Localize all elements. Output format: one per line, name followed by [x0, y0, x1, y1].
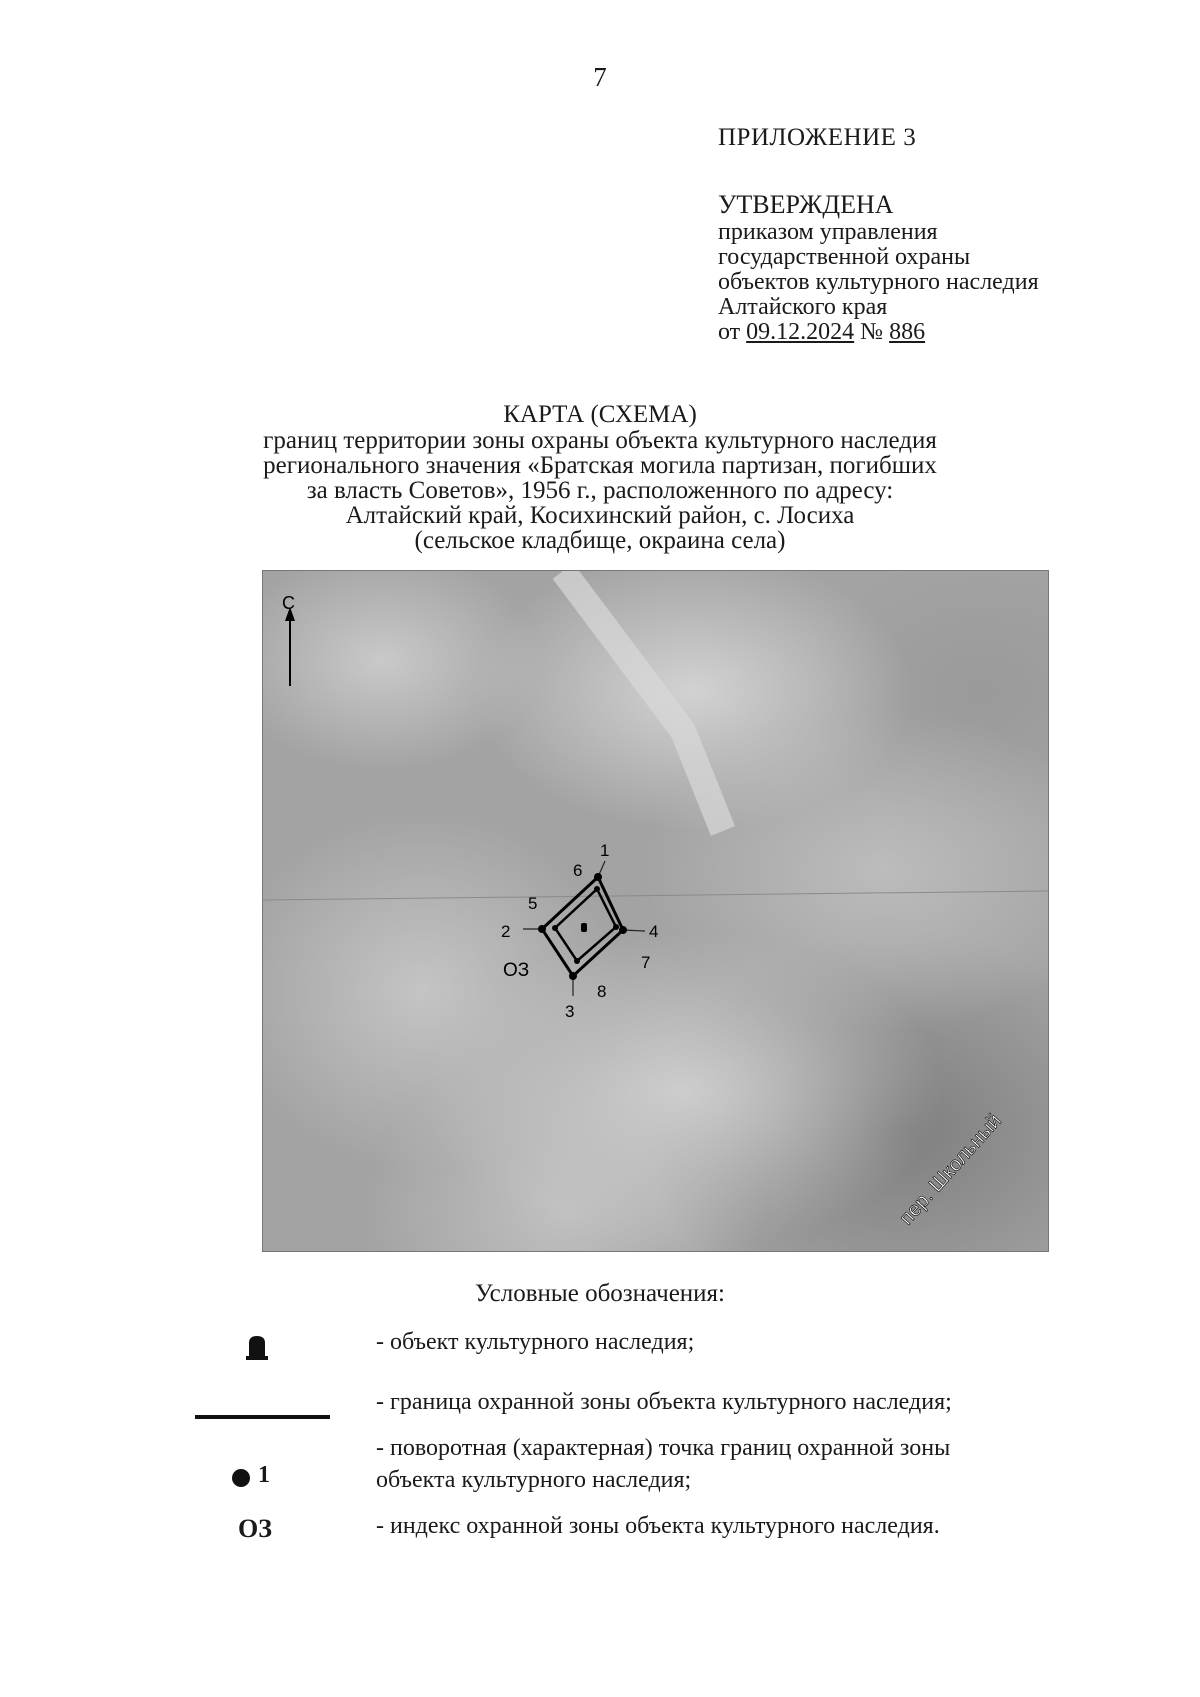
point-label: 5 [528, 894, 538, 913]
map-title [0, 402, 1200, 553]
approval-block [718, 220, 1039, 345]
legend-item-turning-point [376, 1432, 1076, 1496]
zone-index-symbol: ОЗ [238, 1514, 272, 1543]
date-prefix: от [718, 319, 741, 345]
legend-item-border: - граница охранной зоны объекта культурного наследия; [376, 1389, 952, 1415]
legend-item-monument: - объект культурного наследия; [376, 1329, 695, 1355]
point-label: 2 [501, 922, 511, 941]
street-label: пер. Школьный [895, 1109, 1006, 1230]
legend-item-zone-index: - индекс охранной зоны объекта культурного наследия. [376, 1513, 940, 1539]
legend-heading: Условные обозначения: [474, 1280, 726, 1307]
title-line: регионального значения «Братская могила партизан, погибших [263, 452, 937, 479]
turning-point-3 [569, 972, 577, 980]
title-line: (сельское кладбище, окраина села) [414, 527, 786, 554]
road-strip [563, 571, 723, 831]
title-line: КАРТА (СХЕМА) [503, 401, 697, 428]
dot-icon [232, 1469, 250, 1487]
approved-label: УТВЕРЖДЕНА [718, 190, 894, 219]
monument-icon [581, 923, 587, 932]
turning-point-2 [538, 925, 546, 933]
map-overlay [263, 571, 1048, 1251]
approval-number: 886 [889, 319, 926, 345]
zone-border-symbol [195, 1415, 330, 1419]
point-label: 3 [565, 1002, 575, 1021]
monument-icon [246, 1334, 268, 1360]
turning-point-1 [594, 873, 602, 881]
turning-point-6 [594, 886, 600, 892]
turning-point-7 [613, 924, 619, 930]
appendix-label: ПРИЛОЖЕНИЕ 3 [718, 124, 917, 151]
approval-date-line [718, 320, 1039, 345]
point-label: 8 [597, 982, 607, 1001]
aerial-map [262, 570, 1049, 1252]
title-line: за власть Советов», 1956 г., расположенного по адресу: [306, 477, 894, 504]
turning-point-5 [552, 925, 558, 931]
north-label: С [282, 593, 295, 613]
point-label: 6 [573, 861, 583, 880]
approval-date: 09.12.2024 [746, 319, 855, 345]
page-number: 7 [593, 62, 607, 92]
point-label: 7 [641, 953, 651, 972]
turning-point-4 [619, 926, 627, 934]
legend-text-line: объекта культурного наследия; [376, 1467, 692, 1493]
approval-line: Алтайского края [718, 294, 888, 320]
point-symbol-label: 1 [258, 1462, 270, 1488]
approval-line: государственной охраны [718, 244, 971, 270]
point-label: 1 [600, 841, 610, 860]
turning-point-8 [574, 958, 580, 964]
title-line: Алтайский край, Косихинский район, с. Лосиха [345, 502, 855, 529]
legend-text-line: - поворотная (характерная) точка границ охранной зоны [376, 1435, 951, 1461]
north-arrow-icon [285, 607, 295, 686]
point-label: 4 [649, 922, 659, 941]
approval-line: объектов культурного наследия [718, 269, 1039, 295]
zone-index-label: ОЗ [503, 960, 530, 981]
scan-line [263, 891, 1048, 900]
number-sign: № [860, 319, 884, 345]
title-line: границ территории зоны охраны объекта культурного наследия [263, 427, 937, 454]
turning-point-symbol [232, 1462, 282, 1492]
approval-line: приказом управления [718, 219, 938, 245]
